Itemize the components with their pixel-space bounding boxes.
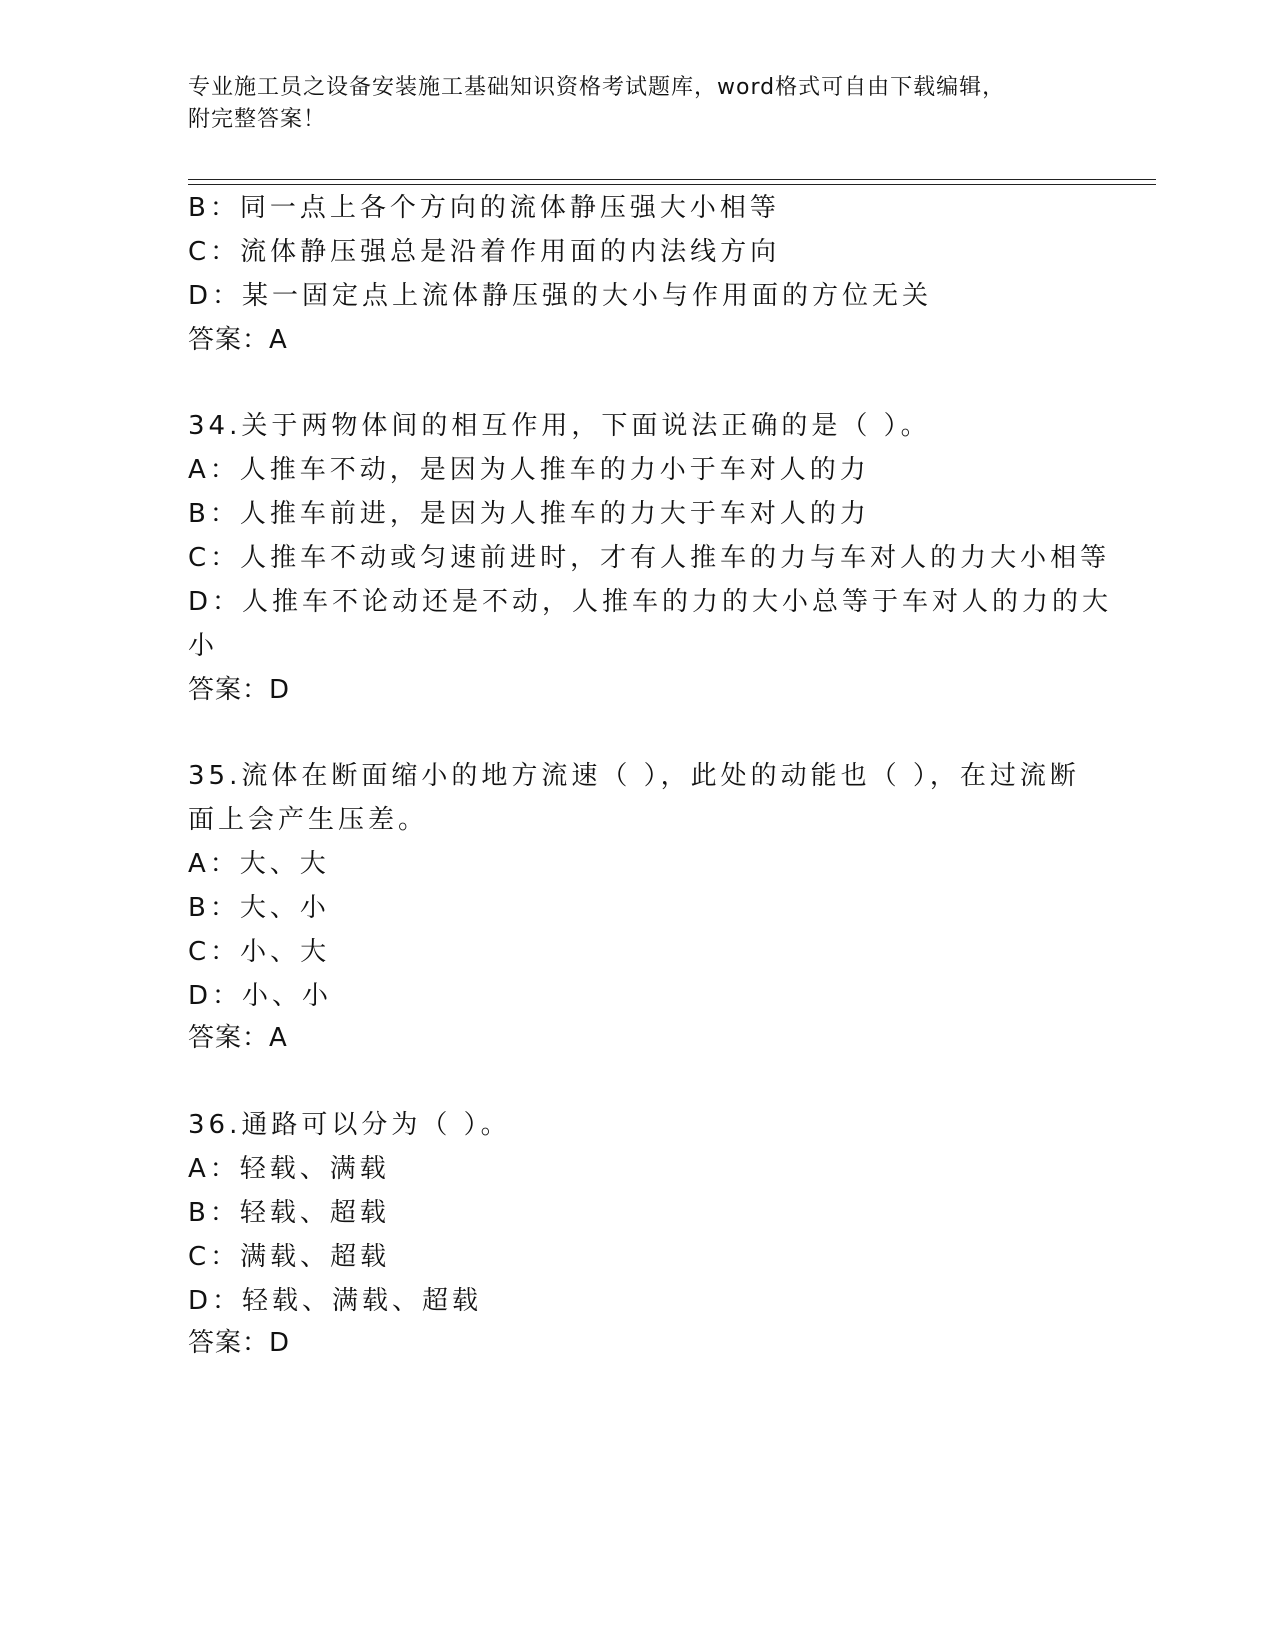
option-b: B：人推车前进，是因为人推车的力大于车对人的力 <box>188 499 870 529</box>
answer: 答案：D <box>188 675 291 705</box>
header-divider-bottom <box>188 184 1156 185</box>
question-text: 34.关于两物体间的相互作用，下面说法正确的是（ ）。 <box>188 411 931 441</box>
option-d: D：人推车不论动还是不动，人推车的力的大小总等于车对人的力的大 <box>188 587 1113 617</box>
title-line-1: 专业施工员之设备安装施工基础知识资格考试题库，word格式可自由下载编辑， <box>188 75 1006 100</box>
option-a: A：人推车不动，是因为人推车的力小于车对人的力 <box>188 455 870 485</box>
title-line-2: 附完整答案！ <box>188 107 327 132</box>
option-d-continued: 小 <box>188 631 219 661</box>
option-c: C：流体静压强总是沿着作用面的内法线方向 <box>188 237 781 267</box>
answer: 答案：D <box>188 1328 291 1358</box>
option-b: B：大、小 <box>188 893 330 923</box>
option-c: C：人推车不动或匀速前进时，才有人推车的力与车对人的力大小相等 <box>188 543 1111 573</box>
header-divider-top <box>188 179 1156 180</box>
question-text: 36.通路可以分为（ ）。 <box>188 1110 511 1140</box>
option-c: C：满载、超载 <box>188 1242 391 1272</box>
document-title <box>188 72 1068 136</box>
option-a: A：大、大 <box>188 849 330 879</box>
option-b: B：同一点上各个方向的流体静压强大小相等 <box>188 193 780 223</box>
answer: 答案：A <box>188 325 288 355</box>
option-d: D：小、小 <box>188 981 333 1011</box>
option-d: D：轻载、满载、超载 <box>188 1286 483 1316</box>
option-a: A：轻载、满载 <box>188 1154 390 1184</box>
question-text-line-2: 面上会产生压差。 <box>188 805 429 835</box>
option-c: C：小、大 <box>188 937 331 967</box>
answer: 答案：A <box>188 1023 288 1053</box>
option-d: D：某一固定点上流体静压强的大小与作用面的方位无关 <box>188 281 933 311</box>
option-b: B：轻载、超载 <box>188 1198 390 1228</box>
question-text-line-1: 35.流体在断面缩小的地方流速（ ），此处的动能也（ ），在过流断 <box>188 761 1080 791</box>
